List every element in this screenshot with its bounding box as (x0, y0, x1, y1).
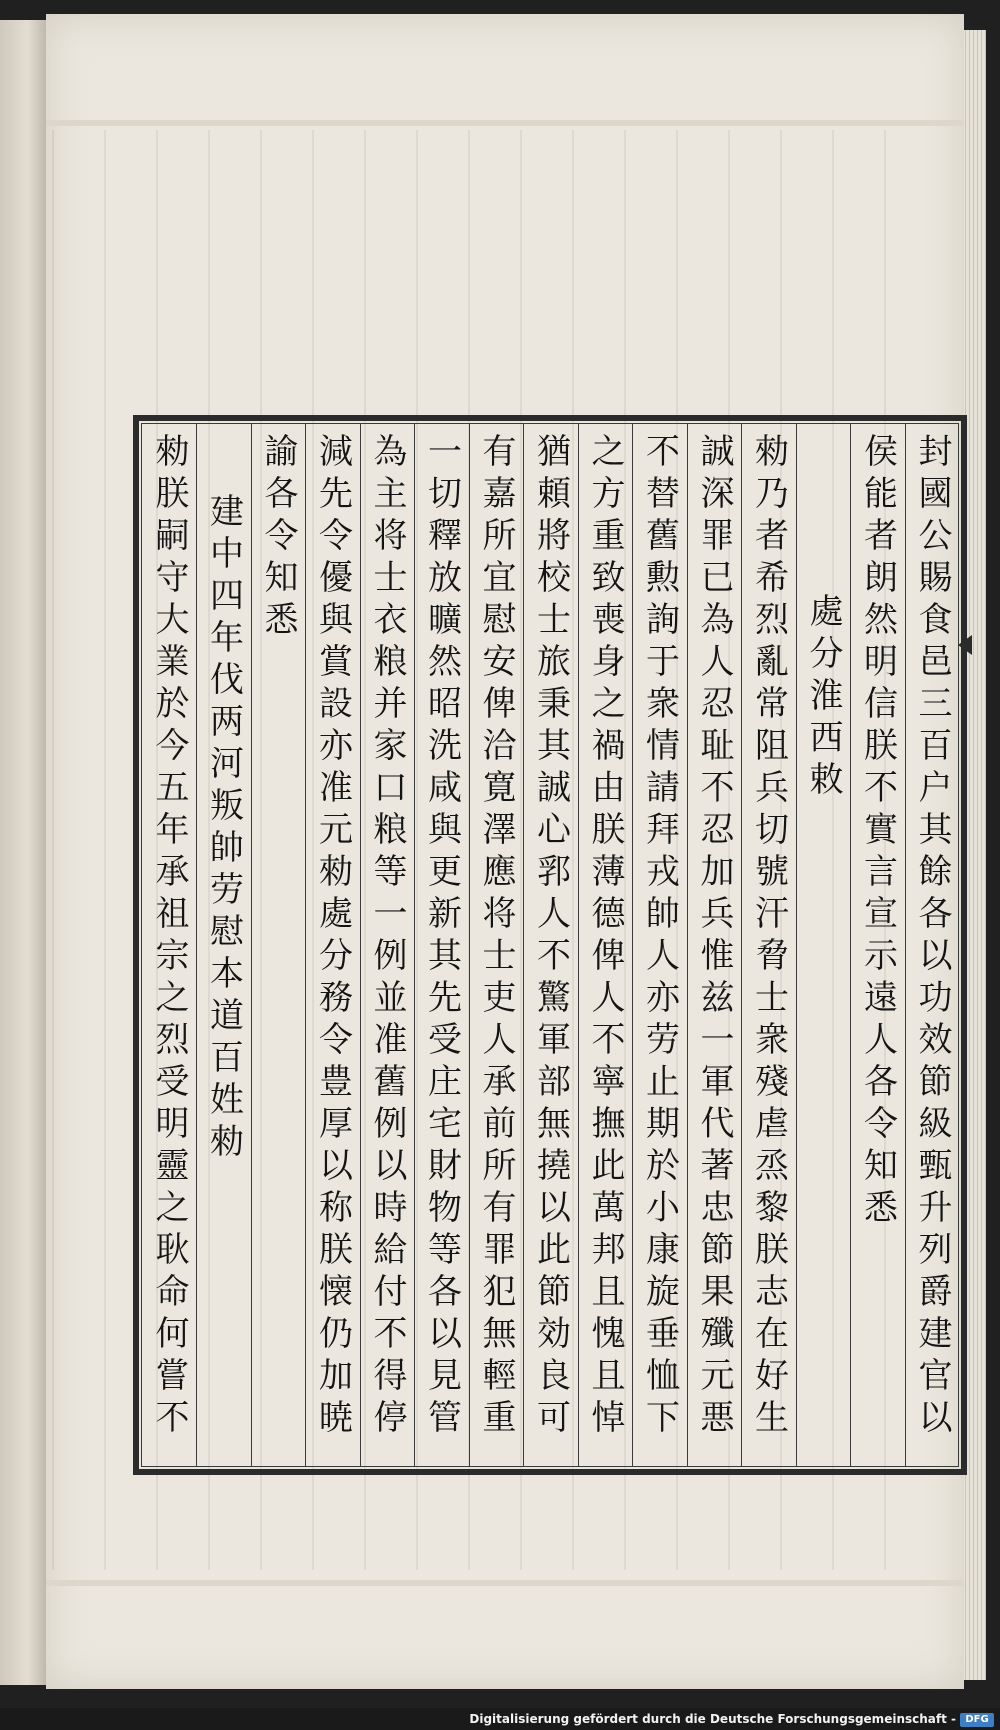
text-column (360, 423, 415, 1467)
column-rule (578, 423, 579, 1467)
text-column (578, 423, 633, 1467)
column-text: 有嘉所宜慰安俾洽寛澤應将士吏人承前所有罪犯無輕重 (476, 433, 516, 1441)
left-page-edge (0, 20, 50, 1685)
column-text: 勑乃者希烈亂常阻兵切號汗脅士衆殘虐烝黎朕志在好生 (748, 433, 789, 1441)
column-text: 建中四年伐两河叛帥劳慰本道百姓勑 (203, 493, 244, 1165)
column-text: 勑朕嗣守大業於今五年承祖宗之烈受明靈之耿命何嘗不 (149, 433, 189, 1441)
column-text: 侯能者朗然明信朕不實言宣示遠人各令知悉 (857, 433, 898, 1231)
text-column (305, 423, 360, 1467)
column-rule (741, 423, 742, 1467)
text-column (523, 423, 578, 1467)
footer-credit: Digitalisierung gefördert durch die Deutsche Forschungsgemeinschaft - (469, 1712, 956, 1726)
text-column (414, 423, 469, 1467)
column-text: 猶頼將校士旅秉其誠心郛人不驚軍部無撓以此節効良可 (530, 433, 571, 1441)
text-column (741, 423, 796, 1467)
column-rule (305, 423, 306, 1467)
column-rule (251, 423, 252, 1467)
text-column (142, 423, 197, 1467)
column-rule (905, 423, 906, 1467)
column-text: 減先令優與賞設亦准元勑處分務令豊厚以称朕懐仍加暁 (312, 433, 353, 1441)
digitization-footer (0, 1708, 1000, 1730)
fishtail-marker-icon (958, 635, 972, 655)
column-text: 之方重致喪身之禍由朕薄德俾人不寧撫此萬邦且愧且悼 (585, 433, 625, 1441)
column-rule (632, 423, 633, 1467)
column-rule (469, 423, 470, 1467)
column-rule (196, 423, 197, 1467)
column-rule (687, 423, 688, 1467)
text-column (850, 423, 905, 1467)
column-text: 誠深罪已為人忍耻不忍加兵惟兹一軍代著忠節果殲元悪 (694, 433, 734, 1441)
column-text: 諭各令知悉 (258, 433, 298, 643)
text-column (196, 423, 251, 1467)
column-rule (360, 423, 361, 1467)
text-column (796, 423, 851, 1467)
column-text: 封國公賜食邑三百户其餘各以功效節級甄升列爵建官以 (912, 433, 952, 1441)
column-rule (796, 423, 797, 1467)
column-rule (850, 423, 851, 1467)
page-fold-bottom (46, 1580, 964, 1586)
column-text: 處分淮西敕 (803, 593, 843, 803)
column-rule (523, 423, 524, 1467)
column-rule (414, 423, 415, 1467)
text-column (469, 423, 524, 1467)
page-fold-top (46, 120, 964, 126)
text-column (905, 423, 960, 1467)
text-column (251, 423, 306, 1467)
column-text: 為主将士衣粮并家口粮等一例並准舊例以時給付不得停 (367, 433, 407, 1441)
column-text: 一切釋放曠然昭洗咸與更新其先受庄宅財物等各以見管 (421, 433, 462, 1441)
column-text: 不替舊勲詢于衆情請拜戎帥人亦劳止期於小康旋垂恤下 (639, 433, 680, 1441)
text-column (687, 423, 742, 1467)
text-column (632, 423, 687, 1467)
dfg-logo: DFG (960, 1713, 994, 1727)
